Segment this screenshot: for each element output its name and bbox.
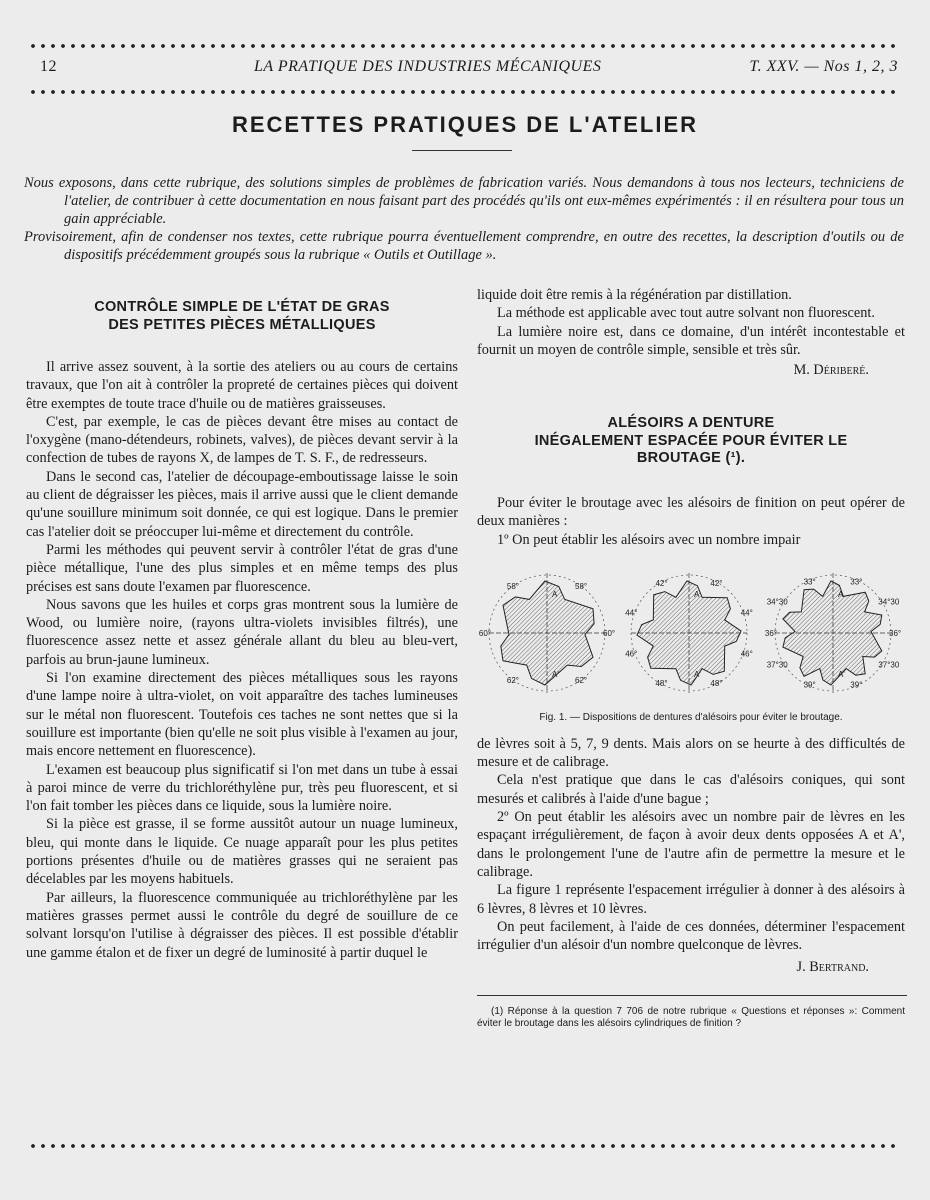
intro-paragraph: Provisoirement, afin de condenser nos textes, cette rubrique pourra éventuellement comprendre, en outre des recettes, la description d'outils ou de dispositifs précédemment groupés sous la rubrique « Outils et Outillage ». bbox=[24, 229, 904, 263]
page-number: 12 bbox=[40, 58, 57, 75]
angle-label: 33° bbox=[803, 577, 816, 587]
label-a-prime: A' bbox=[838, 669, 845, 679]
article1-paragraph: C'est, par exemple, le cas de pièces devant être mises au contact de l'oxygène (mano-détendeurs, robinets, valves), de pièces devant servir à la confection de tubes de rayons X, de lampes de T. S. F., de redresseurs. bbox=[26, 413, 458, 467]
reamer-diagrams bbox=[477, 561, 905, 701]
angle-label: 34°30 bbox=[766, 597, 788, 607]
angle-label: 36° bbox=[764, 628, 777, 638]
article2-title: ALÉSOIRS A DENTURE INÉGALEMENT ESPACÉE POUR ÉVITER LE BROUTAGE (¹). bbox=[534, 415, 848, 467]
article2-paragraph: On peut facilement, à l'aide de ces données, déterminer l'espacement irrégulier d'un alésoir d'un nombre quelconque de lèvres. bbox=[477, 918, 905, 954]
article2-paragraph: 1º On peut établir les alésoirs avec un nombre impair bbox=[497, 531, 801, 548]
angle-label: 62° bbox=[506, 675, 519, 685]
page-title: RECETTES PRATIQUES DE L'ATELIER bbox=[231, 112, 699, 137]
article2-author: J. Bertrand. bbox=[796, 959, 869, 976]
angle-label: 37°30 bbox=[878, 660, 900, 670]
angle-label: 33° bbox=[850, 577, 863, 587]
article2-paragraph: 2º On peut établir les alésoirs avec un nombre pair de lèvres en les espaçant irrégulièrement, de façon à avoir deux dents opposées A et A', dans le prolongement l'une de l'autre afin de permettre la mesure et le calibrage. bbox=[477, 809, 905, 880]
article1-continuation: La méthode est applicable avec tout autre solvant non fluorescent. bbox=[497, 305, 875, 322]
title-rule bbox=[412, 150, 512, 151]
angle-label: 48° bbox=[655, 678, 668, 688]
angle-label: 46° bbox=[625, 649, 638, 659]
reamer-figure bbox=[477, 561, 905, 731]
label-a: A bbox=[694, 589, 700, 599]
article1-author: M. Dériberé. bbox=[793, 362, 869, 379]
figure-caption: Fig. 1. — Dispositions de dentures d'alésoirs pour éviter le broutage. bbox=[539, 711, 843, 723]
angle-label: 36° bbox=[889, 628, 902, 638]
right-column bbox=[477, 286, 905, 1030]
angle-label: 60° bbox=[478, 628, 491, 638]
angle-label: 44° bbox=[740, 608, 753, 618]
angle-label: 39° bbox=[850, 680, 863, 690]
intro-paragraph: Nous exposons, dans cette rubrique, des solutions simples de problèmes de fabrication variés. Nous demandons à tous nos lecteurs, techniciens de l'atelier, de contribuer à cette documentation en nous faisant part des procédés qu'ils ont eux-mêmes expérimentés : il en résultera pour tous un gain appréciable. bbox=[24, 175, 904, 227]
volume-info: T. XXV. — Nos 1, 2, 3 bbox=[749, 58, 898, 75]
bottom-dot-border bbox=[28, 1142, 900, 1150]
article1-paragraph: Parmi les méthodes qui peuvent servir à contrôler l'état de gras d'une pièce métallique, l'une des plus simples et en même temps des plus précises est sans doute l'examen par fluorescence. bbox=[26, 541, 458, 595]
article1-paragraph: Nous savons que les huiles et corps gras montrent sous la lumière de Wood, ou lumière noire, (rayons ultra-violets invisibles filtrés), une fluorescence assez nette et assez générale allant du bleu au bleu-vert, parfois au brun-jaune lumineux. bbox=[26, 596, 458, 668]
article1-paragraph: Si la pièce est grasse, il se forme aussitôt autour un nuage lumineux, bleu, qui monte dans le liquide. Ce nuage apparaît pour les plus petites portions présentes d'huile ou de matières grasses qui ne seraient pas décelables par les moyens habituels. bbox=[26, 816, 458, 888]
article2-paragraph: Cela n'est pratique que dans le cas d'alésoirs coniques, qui sont mesurés et calibrés à l'aide d'une bague ; bbox=[477, 772, 905, 807]
article1-paragraph: Il arrive assez souvent, à la sortie des ateliers ou au cours de certains travaux, que l'on ait à contrôler la propreté de certaines pièces qui doivent être exemptes de toute trace d'huile ou de matières graisseuses. bbox=[26, 359, 458, 412]
article2-paragraph: Pour éviter le broutage avec les alésoirs de finition on peut opérer de deux manières : bbox=[477, 494, 905, 530]
article1-title: CONTRÔLE SIMPLE DE L'ÉTAT DE GRAS DES PETITES PIÈCES MÉTALLIQUES bbox=[94, 299, 390, 333]
journal-title: LA PRATIQUE DES INDUSTRIES MÉCANIQUES bbox=[254, 58, 602, 75]
article1-paragraph: L'examen est beaucoup plus significatif si l'on met dans un tube à essai à paroi mince de verre du trichloréthylène pur, très peu fluorescent, et si l'on fait tomber les pièces dans ce liquide, sous la lumière noire. bbox=[26, 761, 458, 815]
angle-label: 42° bbox=[655, 578, 668, 588]
top-dot-border bbox=[28, 42, 900, 50]
label-a: A bbox=[552, 589, 558, 599]
article1-paragraph: Si l'on examine directement des pièces métalliques sous les rayons d'une lampe noire à ultra-violet, on voit apparaître des taches lumineuses sur le métal non fluorescent. Toutefois ces taches ne sont nettes que si la souillure est importante (bien qu'elle ne soit plus visible à l'examen au jour, mais encore nettement en fluorescence). bbox=[26, 670, 458, 760]
left-column bbox=[26, 298, 458, 962]
angle-label: 62° bbox=[575, 675, 588, 685]
angle-label: 60° bbox=[603, 628, 616, 638]
header-dot-border bbox=[28, 88, 900, 96]
article1-paragraph: Dans le second cas, l'atelier de découpage-emboutissage laisse le soin au client de dégraisser les pièces, mais il arrive aussi que le client demande qu'une souillure minimum soit donnée, ce qui est logique. Dans le premier cas l'atelier doit se préoccuper lui-même et directement du contrôle. bbox=[26, 468, 458, 540]
angle-label: 39° bbox=[803, 680, 816, 690]
label-a: A bbox=[838, 589, 844, 599]
angle-label: 44° bbox=[625, 608, 638, 618]
angle-label: 48° bbox=[710, 678, 723, 688]
running-header bbox=[34, 58, 898, 80]
angle-label: 46° bbox=[740, 649, 753, 659]
angle-label: 58° bbox=[506, 582, 519, 592]
article1-paragraph: Par ailleurs, la fluorescence communiquée au trichloréthylène par les matières grasses permet aussi le contrôle du degré de souillure de ce solvant lorsqu'on l'utilise à dégraisser des pièces. Il est possible d'établir une gamme étalon et de fixer un degré de luminosité à partir duquel le bbox=[26, 889, 458, 961]
footnote: (1) Réponse à la question 7 706 de notre rubrique « Questions et réponses »: Comment éviter le broutage dans les alésoirs cylindriques de finition ? bbox=[477, 1005, 905, 1029]
article1-continuation: liquide doit être remis à la régénération par distillation. bbox=[477, 287, 792, 303]
article2-paragraph: La figure 1 représente l'espacement irrégulier à donner à des alésoirs à 6 lèvres, 8 lèvres et 10 lèvres. bbox=[477, 882, 905, 917]
angle-label: 42° bbox=[710, 578, 723, 588]
footnote-rule bbox=[477, 995, 907, 996]
label-a-prime: A' bbox=[694, 669, 701, 679]
article1-continuation: La lumière noire est, dans ce domaine, d'un intérêt incontestable et fournit un moyen de contrôle simple, sensible et très sûr. bbox=[477, 323, 905, 358]
label-a-prime: A' bbox=[552, 669, 559, 679]
angle-label: 34°30 bbox=[878, 597, 900, 607]
article2-paragraph: de lèvres soit à 5, 7, 9 dents. Mais alors on se heurte à des difficultés de mesure et de calibrage. bbox=[477, 735, 905, 771]
intro-block bbox=[24, 174, 904, 264]
angle-label: 37°30 bbox=[766, 660, 788, 670]
angle-label: 58° bbox=[575, 582, 588, 592]
